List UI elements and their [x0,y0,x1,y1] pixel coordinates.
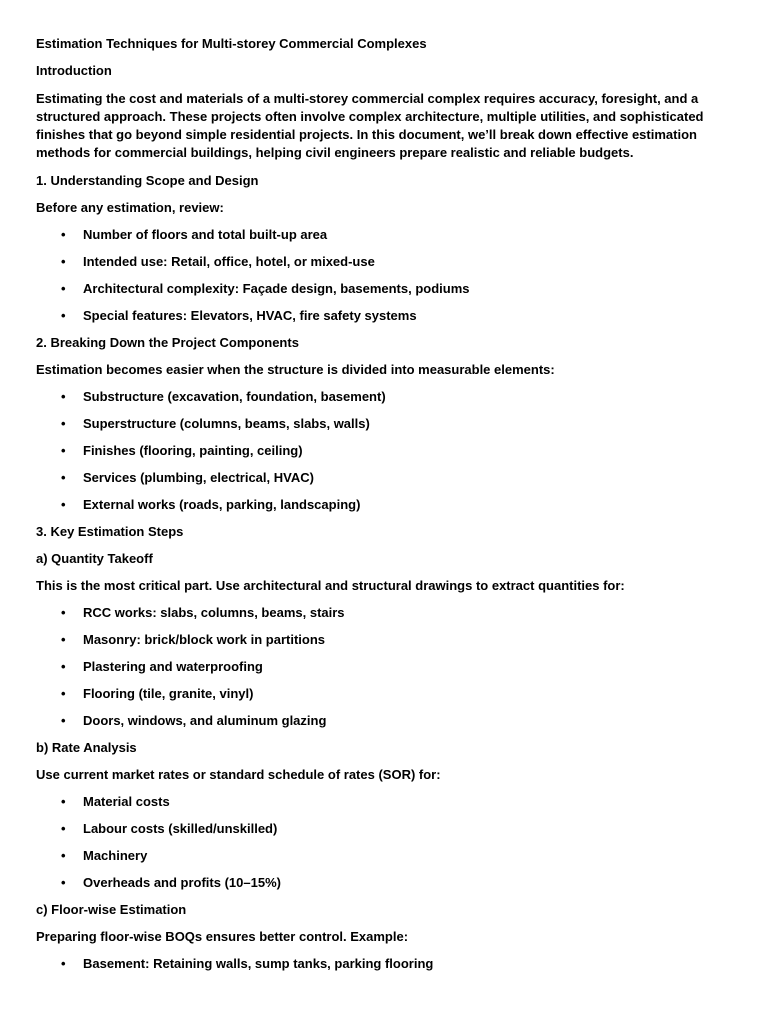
bullet-icon: • [61,497,66,512]
list-item [36,605,732,621]
section3b-heading: b) Rate Analysis [36,740,137,755]
list-item [36,875,732,891]
bullet-icon: • [61,416,66,431]
bullet-icon: • [61,686,66,701]
list-item-text: Superstructure (columns, beams, slabs, walls) [83,416,370,431]
bullet-icon: • [61,443,66,458]
list-item-text: Machinery [83,848,148,863]
list-item [36,794,732,810]
intro-heading: Introduction [36,63,112,78]
bullet-icon: • [61,956,66,971]
list-item [36,389,732,405]
bullet-icon: • [61,821,66,836]
bullet-icon: • [61,632,66,647]
list-item-text: External works (roads, parking, landscaping) [83,497,361,512]
list-item-text: Substructure (excavation, foundation, basement) [83,389,386,404]
section2-list [36,389,732,513]
list-item-text: Services (plumbing, electrical, HVAC) [83,470,314,485]
section2-heading: 2. Breaking Down the Project Components [36,335,299,350]
bullet-icon: • [61,254,66,269]
section3-heading: 3. Key Estimation Steps [36,524,184,539]
section3a-list [36,605,732,729]
list-item-text: Architectural complexity: Façade design, basements, podiums [83,281,470,296]
section3b-lead: Use current market rates or standard schedule of rates (SOR) for: [36,767,441,782]
section2-lead: Estimation becomes easier when the structure is divided into measurable elements: [36,362,555,377]
bullet-icon: • [61,308,66,323]
intro-paragraph: Estimating the cost and materials of a multi-storey commercial complex requires accuracy, foresight, and a structured approach. These projects often involve complex architecture, multiple utilities, and sophisticated finishes that go beyond simple residential projects. In this document, we’ll break down effective estimation methods for commercial buildings, helping civil engineers prepare realistic and reliable budgets. [36,91,704,160]
list-item [36,416,732,432]
section1-list [36,227,732,324]
list-item-text: Number of floors and total built-up area [83,227,328,242]
section3c-lead: Preparing floor-wise BOQs ensures better control. Example: [36,929,409,944]
list-item [36,254,732,270]
bullet-icon: • [61,848,66,863]
list-item-text: Plastering and waterproofing [83,659,263,674]
list-item [36,713,732,729]
list-item-text: Overheads and profits (10–15%) [83,875,281,890]
list-item [36,443,732,459]
list-item-text: Material costs [83,794,170,809]
section1-lead: Before any estimation, review: [36,200,224,215]
section1-heading: 1. Understanding Scope and Design [36,173,259,188]
list-item-text: Masonry: brick/block work in partitions [83,632,325,647]
bullet-icon: • [61,713,66,728]
list-item [36,686,732,702]
section3a-lead: This is the most critical part. Use architectural and structural drawings to extract quantities for: [36,578,625,593]
bullet-icon: • [61,605,66,620]
list-item-text: Special features: Elevators, HVAC, fire safety systems [83,308,417,323]
list-item [36,281,732,297]
list-item-text: Finishes (flooring, painting, ceiling) [83,443,303,458]
section3a-heading: a) Quantity Takeoff [36,551,153,566]
bullet-icon: • [61,470,66,485]
list-item-text: Flooring (tile, granite, vinyl) [83,686,254,701]
list-item [36,956,732,972]
list-item-text: Basement: Retaining walls, sump tanks, parking flooring [83,956,434,971]
list-item-text: Doors, windows, and aluminum glazing [83,713,327,728]
list-item [36,848,732,864]
section3b-list [36,794,732,891]
list-item [36,821,732,837]
bullet-icon: • [61,659,66,674]
list-item [36,308,732,324]
list-item [36,497,732,513]
list-item [36,632,732,648]
section3c-list [36,956,732,972]
list-item-text: RCC works: slabs, columns, beams, stairs [83,605,345,620]
list-item-text: Intended use: Retail, office, hotel, or mixed-use [83,254,375,269]
bullet-icon: • [61,227,66,242]
section3c-heading: c) Floor-wise Estimation [36,902,187,917]
list-item [36,227,732,243]
bullet-icon: • [61,875,66,890]
list-item-text: Labour costs (skilled/unskilled) [83,821,278,836]
bullet-icon: • [61,389,66,404]
bullet-icon: • [61,794,66,809]
list-item [36,659,732,675]
document-title: Estimation Techniques for Multi-storey Commercial Complexes [36,36,427,51]
bullet-icon: • [61,281,66,296]
list-item [36,470,732,486]
